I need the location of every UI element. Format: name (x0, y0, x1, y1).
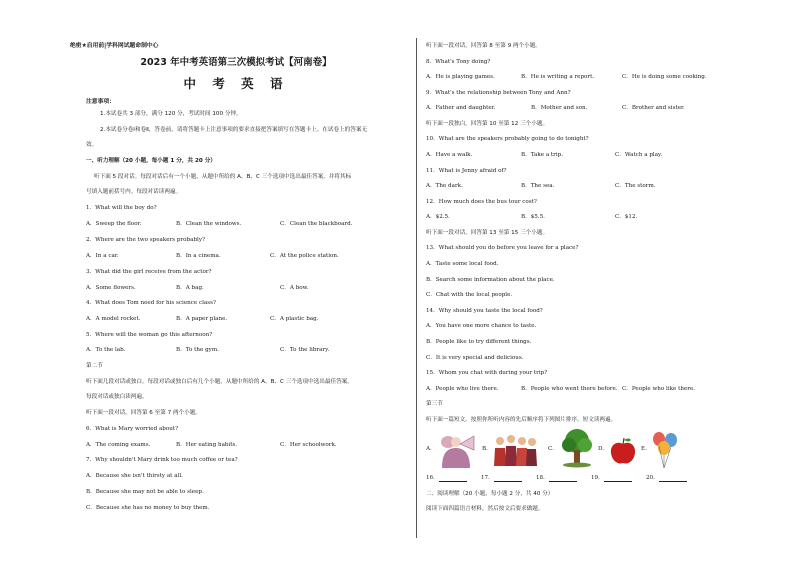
option-b: B．A paper plane. (176, 316, 228, 322)
option-b: B．Because she may not be able to sleep. (86, 489, 204, 495)
people-group-icon (492, 432, 538, 470)
exam-title: 2023 年中考英语第三次模拟考试【河南卷】 (140, 57, 332, 68)
question-15: 15．Whom you chat with during your trip? (426, 370, 548, 376)
note-item: 1.本试卷共 3 部分，满分 120 分，考试时间 100 分钟。 (100, 111, 242, 117)
blank-17[interactable] (481, 475, 522, 482)
option-a: A．$2.5. (426, 214, 450, 220)
option-c: C．Watch a play. (615, 152, 663, 158)
question-12: 12．How much does the bus tour cost? (426, 199, 537, 205)
balloons-icon (650, 430, 680, 474)
option-a: A．Father and daughter. (426, 105, 496, 111)
question-11: 11．What is Jenny afraid of? (426, 168, 507, 174)
option-a: A．The dark. (426, 183, 463, 189)
option-b: B．People like to try different things. (426, 339, 532, 345)
question-3: 3．What did the girl receive from the actor? (86, 269, 212, 275)
option-a: A．Have a walk. (426, 152, 473, 158)
listening-heading: 一、听力理解（20 小题，每小题 1 分，共 20 分） (86, 158, 216, 164)
option-b: B．$5.5. (521, 214, 545, 220)
part3-intro: 听下面一篇短文。按照你所听内容的先后顺序将下列图片排序。短文读两遍。 (426, 417, 617, 423)
option-b: B．Take a trip. (521, 152, 563, 158)
question-10: 10．What are the speakers probably going to do tonight? (426, 136, 589, 142)
option-b: B．Her eating habits. (176, 442, 238, 448)
part2-intro: 每段对话或独白读两遍。 (86, 394, 148, 400)
reading-heading: 二、阅读理解（20 小题，每小题 2 分，共 40 分） (426, 491, 554, 497)
part2-label: 第二节 (86, 363, 103, 369)
option-a: A．Sweep the floor. (86, 221, 142, 227)
blank-20[interactable] (646, 475, 687, 482)
option-a: A．Some flowers. (86, 285, 136, 291)
option-c: C．A bow. (280, 285, 309, 291)
blank-label: 17． (481, 475, 494, 481)
question-2: 2．Where are the two speakers probably? (86, 237, 205, 243)
blank-label: 19． (591, 475, 604, 481)
reading-intro: 阅读下面四篇语言材料，然后按文后要求做题。 (426, 506, 544, 512)
dialog-intro: 听下面一段对话，回答第 8 至第 9 两个小题。 (426, 43, 541, 49)
blank-19[interactable] (591, 475, 632, 482)
blank-18[interactable] (536, 475, 577, 482)
secret-line: 绝密★启用前|学科网试题命制中心 (70, 43, 159, 49)
option-a: A．In a car. (86, 253, 119, 259)
option-b: B．Mother and son. (531, 105, 588, 111)
option-b: B．The sea. (521, 183, 555, 189)
question-14: 14．Why should you taste the local food? (426, 308, 543, 314)
column-divider (416, 38, 417, 538)
option-b: B．Clean the windows. (176, 221, 242, 227)
note-item: 2.本试卷分卷Ⅰ和卷Ⅱ，答卷前，请将答题卡上注意事项的要求直接把答案填写在答题卡上。在试卷上的答案无 (100, 127, 368, 133)
option-c: C．To the library. (280, 347, 330, 353)
question-9: 9．What's the relationship between Tony and Ann? (426, 90, 571, 96)
dialog-intro: 听下面一段独白，回答第 10 至第 12 三个小题。 (426, 121, 549, 127)
option-c: C．Chat with the local people. (426, 292, 513, 298)
part3-label: 第三节 (426, 401, 443, 407)
picture-label-c: C． (548, 446, 558, 452)
question-8: 8．What's Tony doing? (426, 59, 491, 65)
option-c: C．Because she has no money to buy them. (86, 505, 210, 511)
option-b: B．A bag. (176, 285, 204, 291)
part2-intro: 听下面几段对话或独白。每段对话或独白后有几个小题，从题中所给的 A、B、C 三个选项中选出最佳答案。 (86, 379, 353, 385)
option-a: A．He is playing games. (426, 74, 495, 80)
woman-fan-icon (434, 430, 476, 472)
option-a: A．A model rocket. (86, 316, 141, 322)
picture-label-b: B． (482, 446, 492, 452)
blank-label: 16． (426, 475, 439, 481)
dialog-intro: 听下面一段对话，回答第 6 至第 7 两个小题。 (86, 410, 201, 416)
blank-label: 20． (646, 475, 659, 481)
option-a: A．Because she isn't thirsty at all. (86, 473, 183, 479)
option-c: C．The storm. (615, 183, 656, 189)
option-c: C．He is doing some cooking. (622, 74, 707, 80)
option-b: B．People who went there before. (521, 386, 618, 392)
question-7: 7．Why shouldn't Mary drink too much coffee or tea? (86, 457, 238, 463)
option-a: A．The coming exams. (86, 442, 151, 448)
option-c: C．Clean the blackboard. (280, 221, 353, 227)
exam-subtitle: 中 考 英 语 (183, 76, 289, 91)
option-b: B．To the gym. (176, 347, 219, 353)
option-b: B．Search some information about the place. (426, 277, 555, 283)
option-c: C．It is very special and delicious. (426, 355, 524, 361)
option-c: C．At the police station. (270, 253, 339, 259)
picture-label-d: D． (598, 446, 609, 452)
option-a: A．People who live there. (426, 386, 499, 392)
question-1: 1．What will the boy do? (86, 205, 157, 211)
tree-icon (558, 428, 596, 472)
blank-16[interactable] (426, 475, 467, 482)
notes-heading: 注意事项： (86, 99, 115, 105)
option-a: A．Taste some local food. (426, 261, 499, 267)
option-b: B．He is writing a report. (521, 74, 595, 80)
dialog-intro: 听下面一段对话，回答第 13 至第 15 三个小题。 (426, 230, 549, 236)
blank-label: 18． (536, 475, 549, 481)
option-c: C．A plastic bag. (270, 316, 319, 322)
question-4: 4．What does Tom need for his science class? (86, 300, 216, 306)
option-a: A．To the lab. (86, 347, 126, 353)
option-c: C．Her schoolwork. (280, 442, 337, 448)
option-c: C．$12. (615, 214, 638, 220)
picture-label-a: A． (426, 446, 436, 452)
picture-label-e: E． (641, 446, 651, 452)
option-c: C．Brother and sister. (622, 105, 685, 111)
option-b: B．In a cinema. (176, 253, 221, 259)
question-13: 13．What should you do before you leave for a place? (426, 245, 579, 251)
part1-intro: 听下面 5 段对话。每段对话后有一个小题，从题中所给的 A、B、C 三个选项中选出最佳答案，并将其标 (94, 174, 352, 180)
part1-intro: 号填入题前括号内。每段对话读两遍。 (86, 189, 182, 195)
note-item: 效。 (86, 142, 98, 148)
option-a: A．You have one more chance to taste. (426, 323, 537, 329)
question-5: 5．Where will the woman go this afternoon? (86, 332, 213, 338)
apple-icon (608, 436, 638, 470)
option-c: C．People who like there. (622, 386, 696, 392)
question-6: 6．What is Mary worried about? (86, 426, 179, 432)
